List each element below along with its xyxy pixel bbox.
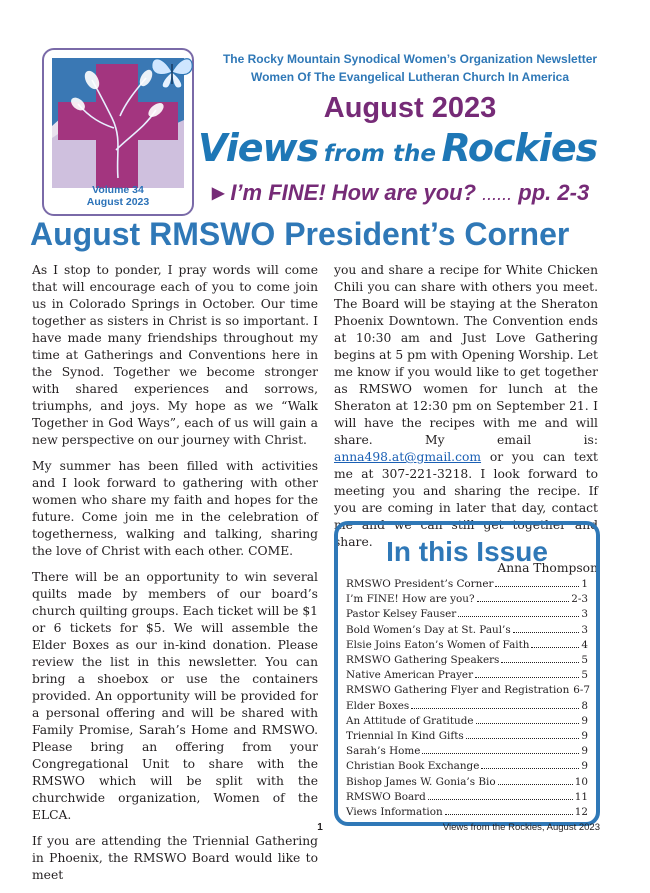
feature-dots: ......	[482, 184, 513, 204]
toc-leader-dots	[428, 792, 573, 800]
org-title-line2: Women Of The Evangelical Lutheran Church In America	[250, 70, 570, 84]
email-link[interactable]: anna498.at@gmail.com	[334, 450, 482, 464]
toc-entry-page: 5	[581, 654, 588, 667]
toc-leader-dots	[495, 579, 579, 587]
masthead-title	[198, 126, 608, 176]
triangle-right-icon: ▶	[212, 185, 225, 202]
author-signature: Anna Thompson	[497, 561, 598, 575]
page-number: 1	[317, 822, 323, 833]
toc-row[interactable]	[346, 729, 588, 744]
toc-entry-title: Views Information	[346, 806, 443, 819]
org-title-line1: The Rocky Mountain Synodical Women’s Organization Newsletter	[222, 52, 598, 66]
feature-pages: pp. 2-3	[518, 180, 590, 205]
toc-leader-dots	[477, 594, 570, 602]
toc-row[interactable]	[346, 744, 588, 759]
toc-entry-page: 5	[581, 669, 588, 682]
toc-entry-page: 9	[581, 730, 588, 743]
toc-leader-dots	[466, 731, 580, 739]
toc-row[interactable]	[346, 668, 588, 683]
article-headline: August RMSWO President’s Corner	[30, 216, 570, 252]
toc-entry-page: 3	[581, 608, 588, 621]
toc-entry-page: 1	[581, 578, 588, 590]
newsletter-logo	[42, 48, 194, 216]
toc-entry-page: 11	[574, 790, 588, 803]
article-paragraph: My summer has been filled with activities and I look forward to gathering with other women who share my faith and hopes for the future. Come join me in the celebration of togetherness, walking and talking, sharing the love of Christ with each other. COME.	[32, 459, 318, 558]
toc-row[interactable]	[346, 683, 588, 698]
toc-row[interactable]	[346, 805, 588, 820]
article-paragraph: As I stop to ponder, I pray words will come that will encourage each of you to come join us in Colorado Springs in October. Our time together as sisters in Christ is so important. I have made many friendships throughout my time at Gatherings and Conventions here in the Synod. Together we become stronger with shared experiences and sorrows, triumphs, and joys. My hope as we “Walk Together in God Ways”, each of us will gain a new perspective on our journey with Christ.	[32, 263, 318, 447]
masthead-rockies: Rockies	[441, 126, 598, 170]
toc-entry-page: 12	[574, 806, 588, 819]
volume-date: August 2023	[86, 196, 150, 208]
toc-entry-title: Bishop James W. Gonia’s Bio	[346, 775, 496, 788]
footer-text: Views from the Rockies, August 2023	[442, 822, 600, 833]
toc-entry-page: 9	[581, 760, 588, 773]
volume-number: Volume 34	[92, 184, 144, 196]
toc-leader-dots	[498, 777, 573, 785]
toc-entry-page: 2-3	[571, 593, 588, 606]
issue-date: August 2023	[323, 92, 497, 124]
toc-entry-page: 9	[581, 714, 588, 727]
paragraph-text: or you can text me at 307-221-3218. I look forward to meeting you and sharing the recipe. If you are coming in later that day, contact me and we can still get together and share.	[334, 450, 598, 549]
butterfly-icon	[148, 52, 196, 92]
toc-entry-title: Pastor Kelsey Fauser	[346, 608, 457, 621]
toc-entry-title: RMSWO President’s Corner	[346, 578, 494, 590]
toc-leader-dots	[475, 670, 579, 678]
toc-row[interactable]	[346, 699, 588, 714]
masthead-from-the: from the	[323, 141, 436, 167]
toc-title: In this Issue	[386, 536, 548, 567]
in-this-issue-box	[334, 521, 600, 826]
toc-entry-title: RMSWO Gathering Speakers	[346, 654, 500, 667]
article-paragraph: If you are attending the Triennial Gathering in Phoenix, the RMSWO Board would like to meet	[32, 834, 318, 882]
toc-entry-title: Triennial In Kind Gifts	[346, 730, 464, 743]
toc-entry-title: Christian Book Exchange	[346, 760, 480, 773]
toc-list	[346, 577, 588, 820]
toc-leader-dots	[422, 746, 579, 754]
toc-leader-dots	[513, 625, 580, 633]
toc-row[interactable]	[346, 592, 588, 607]
toc-leader-dots	[445, 807, 573, 815]
toc-row[interactable]	[346, 653, 588, 668]
volume-info	[44, 184, 192, 208]
toc-leader-dots	[458, 609, 579, 617]
toc-entry-title: I’m FINE! How are you?	[346, 593, 475, 606]
toc-entry-title: Elder Boxes	[346, 699, 410, 712]
toc-entry-title: Elsie Joins Eaton’s Women of Faith	[346, 638, 530, 651]
feature-teaser	[212, 180, 612, 206]
toc-entry-page: 8	[581, 699, 588, 712]
toc-row[interactable]	[346, 714, 588, 729]
toc-row[interactable]	[346, 623, 588, 638]
toc-entry-page: 9	[581, 745, 588, 758]
toc-leader-dots	[531, 640, 579, 648]
toc-entry-page: 3	[581, 623, 588, 636]
article-paragraph: There will be an opportunity to win several quilts made by members of our board’s church quilting groups. Each ticket will be $1 or 6 tickets for $5. We will assemble the Elder Boxes as our in-kind donation. Please review the list in this newsletter. You can bring a shoebox or use the containers provided. An opportunity will be provided for a personal offering and will be shared with Family Promise, Sarah’s Home and RMSWO. Please bring an offering from your Congregational Unit to share with the RMSWO which will be split with the churchwide organization, Women of the ELCA.	[32, 570, 318, 822]
toc-row[interactable]	[346, 790, 588, 805]
toc-entry-title: Bold Women’s Day at St. Paul’s	[346, 623, 511, 636]
toc-leader-dots	[481, 761, 579, 769]
toc-leader-dots	[501, 655, 579, 663]
toc-row[interactable]	[346, 775, 588, 790]
article-paragraph	[334, 262, 598, 551]
toc-leader-dots	[476, 716, 580, 724]
toc-entry-title: Sarah’s Home	[346, 745, 421, 758]
toc-entry-title: Native American Prayer	[346, 669, 474, 682]
toc-leader-dots	[411, 701, 579, 709]
toc-entry-title: RMSWO Gathering Flyer and Registration	[346, 684, 570, 697]
toc-row[interactable]	[346, 759, 588, 774]
toc-entry-page: 6-7	[573, 684, 590, 697]
article-column-left	[32, 262, 318, 893]
toc-row[interactable]	[346, 577, 588, 592]
toc-entry-title: RMSWO Board	[346, 790, 426, 803]
toc-row[interactable]	[346, 638, 588, 653]
feature-text: I’m FINE! How are you?	[230, 180, 477, 205]
toc-entry-title: An Attitude of Gratitude	[346, 714, 474, 727]
masthead-views: Views	[198, 126, 319, 170]
paragraph-text: you and share a recipe for White Chicken Chili you can share with others you meet. The Board will be staying at the Sheraton Phoenix Downtown. The Convention ends at 10:30 am and Just Love Gathering begins at 5 pm with Opening Worship. Let me know if you would like to get together as RMSWO women for lunch at the Sheraton at 12:30 pm on September 21. I will have the recipes with me and will share. My email is:	[334, 263, 598, 447]
toc-entry-page: 4	[581, 638, 588, 651]
toc-entry-page: 10	[574, 775, 588, 788]
toc-row[interactable]	[346, 607, 588, 622]
